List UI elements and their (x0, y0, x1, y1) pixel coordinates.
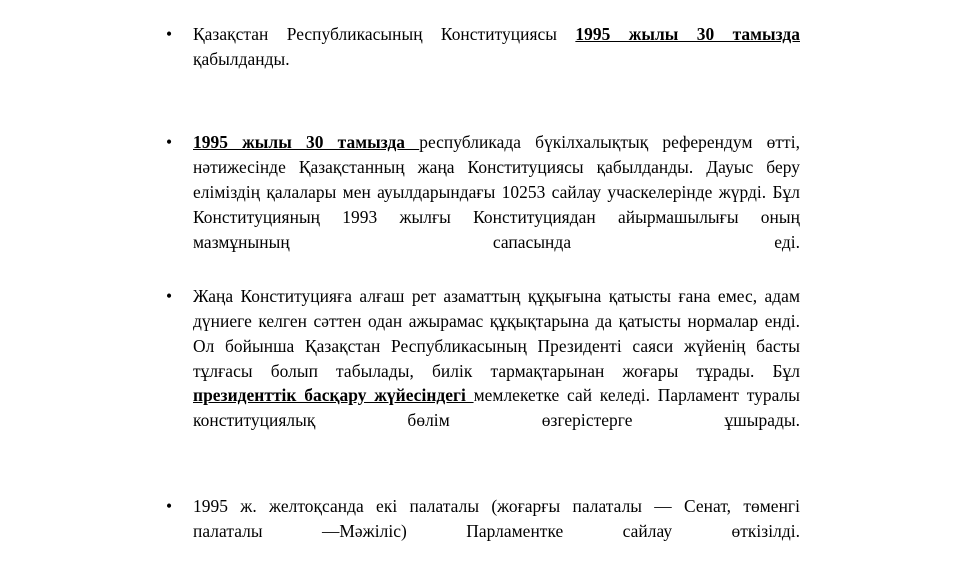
bullet-list (152, 22, 800, 568)
list-item (152, 130, 800, 279)
bullet-point-icon: • (166, 24, 173, 44)
emphasis-run-adoption-date: 1995 жылы 30 тамызда (575, 24, 800, 44)
text-run: мемлекетке сай келеді. Парламент туралы конституциялық бөлім өзгерістерге ұшырады. (193, 385, 800, 431)
paragraph-spacer (152, 96, 800, 130)
text-run: Қазақстан Республикасының Конституциясы (193, 24, 576, 44)
slide-content-placeholder (152, 22, 800, 568)
text-run: Жаңа Конституцияға алғаш рет азаматтың құқығына қатысты ғана емес, адам дүниеге келген сәттен одан ажырамас құқықтарына да қатысты нормалар енді. Ол бойынша Қазақстан Республикасының Президенті саяси жүйенің басты тұлғасы болып табылады, билік тармақтарынан жоғары тұрады. Бұл (193, 286, 800, 381)
emphasis-run-referendum-date: 1995 жылы 30 тамызда (193, 132, 420, 153)
bullet-point-icon: • (166, 132, 173, 153)
paragraph-constitution-adoption-date (193, 22, 800, 96)
text-run: қабылданды. (193, 48, 290, 69)
list-item (152, 494, 800, 568)
paragraph-new-constitution-rights (193, 284, 800, 458)
bullet-point-icon: • (166, 286, 173, 307)
list-item (152, 22, 800, 96)
paragraph-referendum-1995 (193, 130, 800, 279)
text-run: республикада бүкілхалықтық референдум өтті, нәтижесінде Қазақстанның жаңа Конституциясы қабылданды. Дауыс беру еліміздің қалалары мен ауылдарындағы 10253 сайлау учаскелерінде жүрді. Бұл Конституцияның 1993 жылғы Конституциядан айырмашылығы оның мазмұнының сапасында еді. (193, 132, 800, 252)
paragraph-spacer (152, 458, 800, 494)
list-item (152, 284, 800, 458)
bullet-point-icon: • (166, 495, 173, 516)
text-run: 1995 ж. желтоқсанда екі палаталы (жоғарғы палаталы — Сенат, төменгі палаталы —Мәжіліс) Парламентке сайлау өткізілді. (193, 495, 800, 541)
emphasis-run-presidential-system: президенттік басқару жүйесіндегі (193, 385, 474, 406)
paragraph-parliament-elections-1995 (193, 494, 800, 568)
